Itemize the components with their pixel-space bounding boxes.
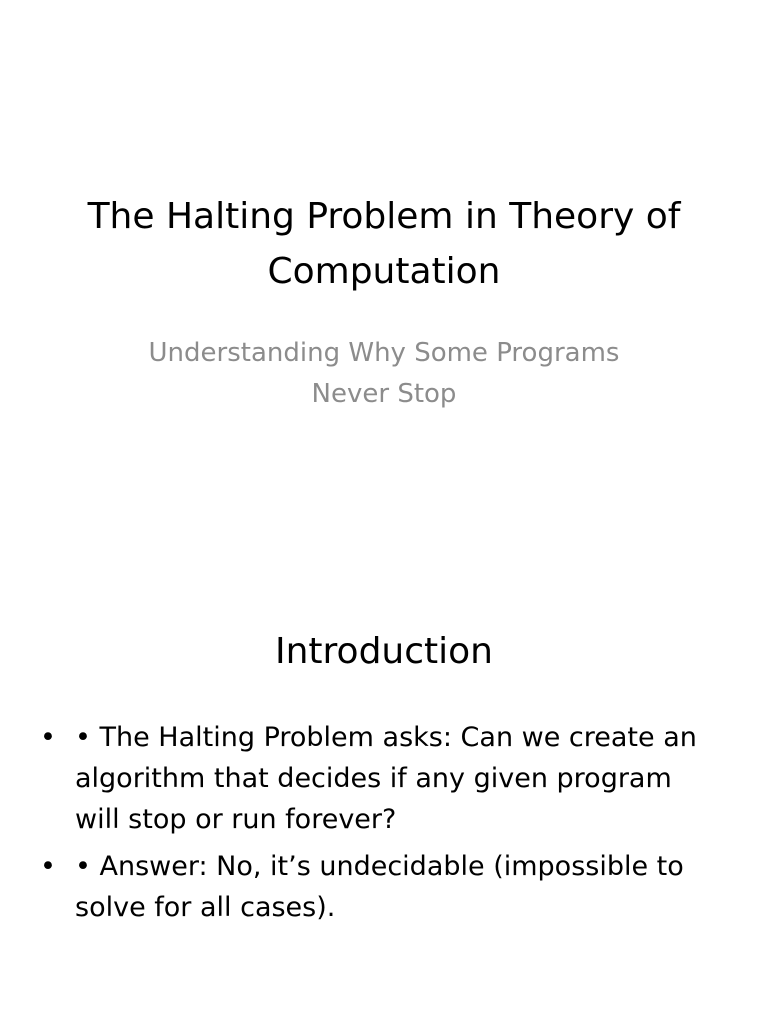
bullet-dot-icon: • <box>40 851 56 882</box>
bullet-item <box>40 717 720 840</box>
bullet-item <box>40 846 720 928</box>
slide-subtitle: Understanding Why Some Programs Never Stop <box>148 338 620 409</box>
bullet-text: • Answer: No, it’s undecidable (impossible to solve for all cases). <box>75 851 684 923</box>
bullet-text: • The Halting Problem asks: Can we create an algorithm that decides if any given program will stop or run forever? <box>75 722 697 835</box>
slide-title: Introduction <box>274 631 493 672</box>
introduction-slide <box>0 512 768 1024</box>
bullet-dot-icon: • <box>40 722 56 753</box>
slide-title: The Halting Problem in Theory of Computation <box>87 196 681 292</box>
bullet-list <box>40 717 720 934</box>
